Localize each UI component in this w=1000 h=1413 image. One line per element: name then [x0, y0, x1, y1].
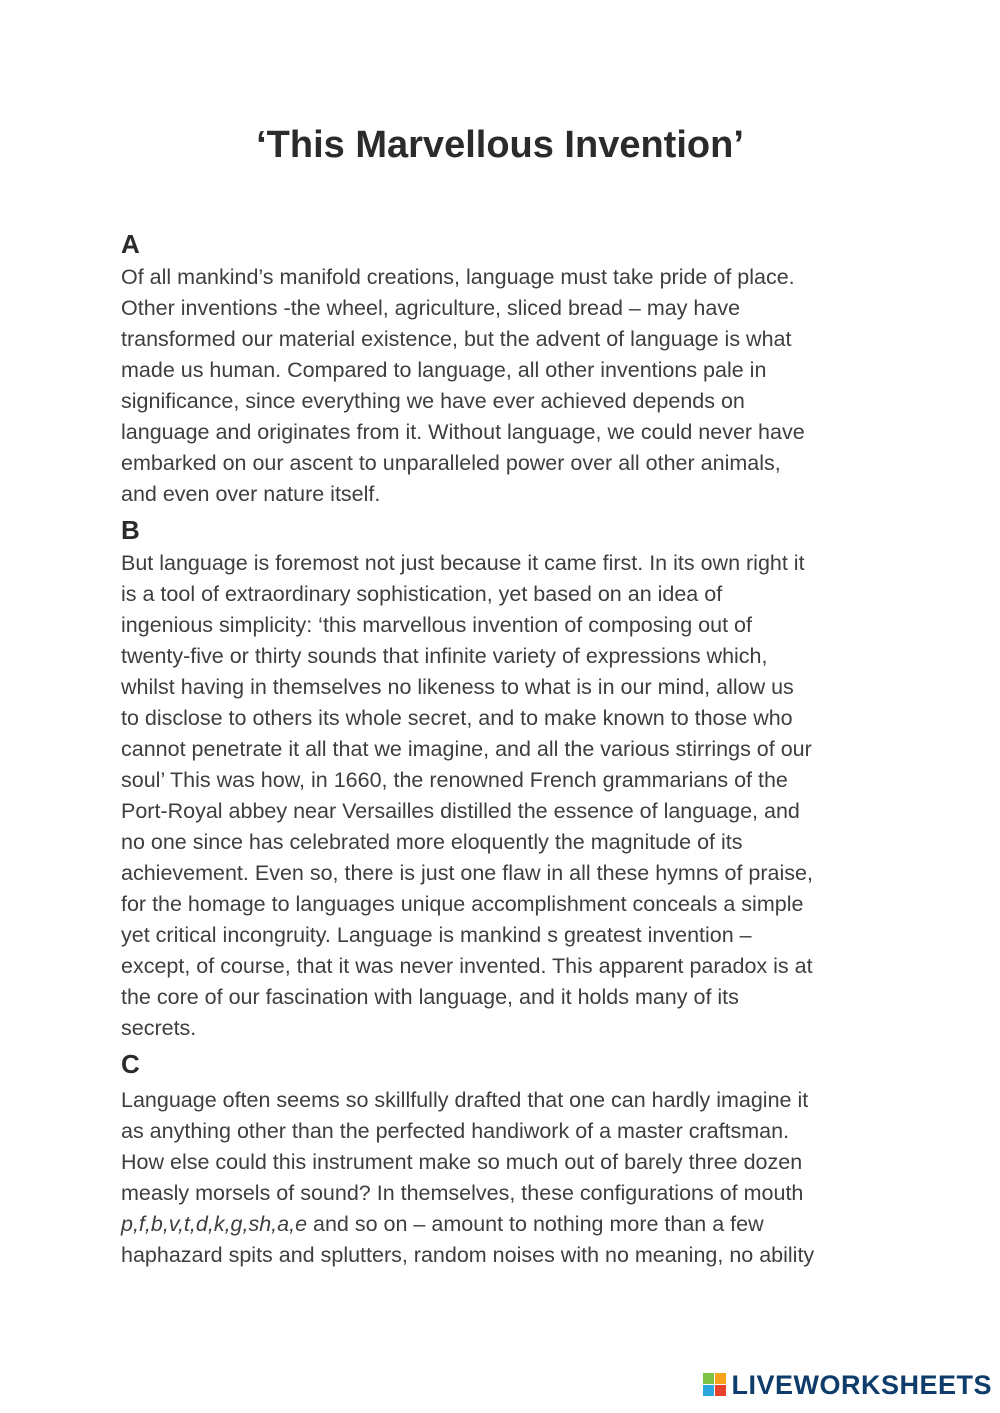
watermark-text: LIVEWORKSHEETS [731, 1369, 992, 1400]
paragraph-line: yet critical incongruity. Language is mankind s greatest invention – [121, 923, 752, 947]
paragraph-line: cannot penetrate it all that we imagine, and all the various stirrings of our [121, 737, 812, 761]
paragraph-line: measly morsels of sound? In themselves, these configurations of mouth [121, 1181, 804, 1205]
logo-square-red [715, 1385, 726, 1396]
document-body [121, 226, 891, 1271]
paragraph-line-mixed [121, 1209, 891, 1240]
section-c-paragraph [121, 1085, 891, 1271]
paragraph-line: ingenious simplicity: ‘this marvellous invention of composing out of [121, 613, 752, 637]
paragraph-line: Of all mankind’s manifold creations, language must take pride of place. [121, 265, 795, 289]
section-a-paragraph [121, 262, 891, 510]
paragraph-line: and even over nature itself. [121, 482, 381, 506]
logo-square-blue [703, 1385, 714, 1396]
paragraph-line: language and originates from it. Without language, we could never have [121, 420, 805, 444]
logo-square-orange [715, 1373, 726, 1384]
paragraph-line: whilst having in themselves no likeness to what is in our mind, allow us [121, 675, 794, 699]
section-a-heading: A [121, 229, 140, 259]
paragraph-line: But language is foremost not just because it came first. In its own right it [121, 551, 805, 575]
paragraph-line: is a tool of extraordinary sophistication, yet based on an idea of [121, 582, 723, 606]
sound-list-rest: and so on – amount to nothing more than a few [307, 1212, 764, 1236]
paragraph-line: for the homage to languages unique accomplishment conceals a simple [121, 892, 804, 916]
paragraph-line: no one since has celebrated more eloquently the magnitude of its [121, 830, 743, 854]
paragraph-line: twenty-five or thirty sounds that infinite variety of expressions which, [121, 644, 768, 668]
paragraph-line: secrets. [121, 1016, 197, 1040]
paragraph-line: Port-Royal abbey near Versailles distilled the essence of language, and [121, 799, 800, 823]
paragraph-line: Other inventions -the wheel, agriculture, sliced bread – may have [121, 296, 741, 320]
paragraph-line: as anything other than the perfected handiwork of a master craftsman. [121, 1119, 790, 1143]
sound-list-italic: p,f,b,v,t,d,k,g,sh,a,e [121, 1212, 308, 1236]
paragraph-line: How else could this instrument make so much out of barely three dozen [121, 1150, 803, 1174]
paragraph-line: soul’ This was how, in 1660, the renowned French grammarians of the [121, 768, 788, 792]
paragraph-line: made us human. Compared to language, all other inventions pale in [121, 358, 767, 382]
paragraph-line: significance, since everything we have ever achieved depends on [121, 389, 745, 413]
paragraph-line: haphazard spits and splutters, random noises with no meaning, no ability [121, 1243, 815, 1267]
section-c-heading: C [121, 1049, 140, 1079]
paragraph-line: except, of course, that it was never invented. This apparent paradox is at [121, 954, 813, 978]
paragraph-line: to disclose to others its whole secret, and to make known to those who [121, 706, 793, 730]
section-b-heading: B [121, 515, 140, 545]
paragraph-line: embarked on our ascent to unparalleled power over all other animals, [121, 451, 781, 475]
paragraph-line: transformed our material existence, but the advent of language is what [121, 327, 792, 351]
liveworksheets-watermark [703, 1367, 992, 1403]
logo-square-green [703, 1373, 714, 1384]
page-title: ‘This Marvellous Invention’ [256, 124, 744, 166]
paragraph-line: achievement. Even so, there is just one flaw in all these hymns of praise, [121, 861, 813, 885]
paragraph-line: the core of our fascination with language, and it holds many of its [121, 985, 739, 1009]
liveworksheets-logo-icon [703, 1373, 727, 1397]
section-b-paragraph [121, 548, 891, 1044]
paragraph-line: Language often seems so skillfully drafted that one can hardly imagine it [121, 1088, 809, 1112]
